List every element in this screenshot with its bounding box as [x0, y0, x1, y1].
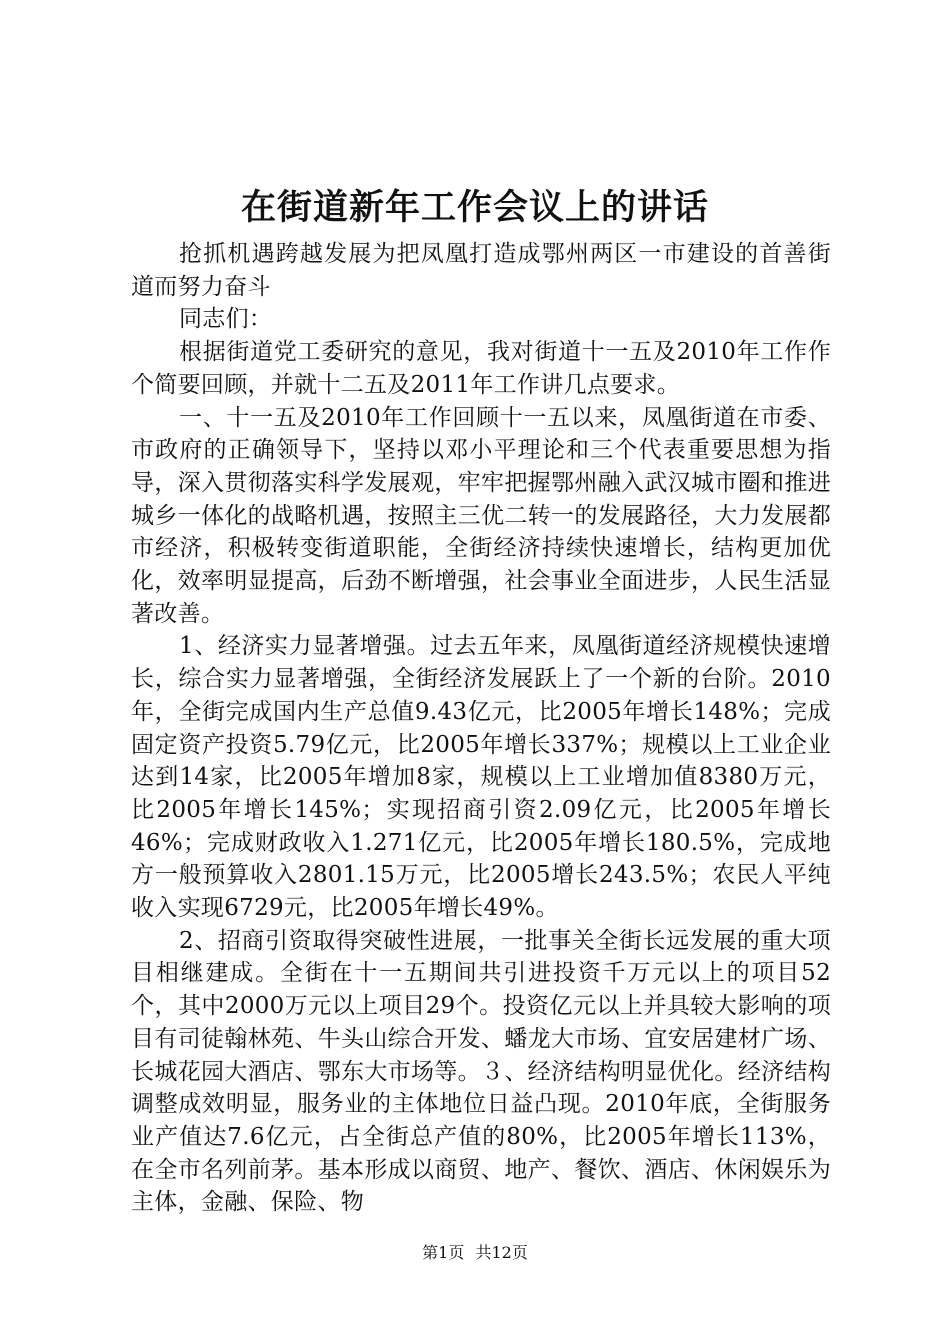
salutation-paragraph: 同志们：: [179, 306, 273, 333]
economy-paragraph: 1、经济实力显著增强。过去五年来，凤凰街道经济规模快速增长，综合实力显著增强，全街经济发展跃上了一个新的台阶。2010年，全街完成国内生产总值9.43亿元，比2005年增长148%；完成固定资产投资5.79亿元，比2005年增长337%；规模以上工业企业达到14家，比2005年增加8家，规模以上工业增加值8380万元，比2005年增长145%；实现招商引资2.09亿元，比2005年增长46%；完成财政收入1.271亿元，比2005年增长180.5%，完成地方一般预算收入2801.15万元，比2005增长243.5%；农民人平纯收入实现6729元，比2005年增长49%。: [131, 633, 831, 922]
page-number: 第1页: [422, 1243, 465, 1262]
subtitle-paragraph: 抢抓机遇跨越发展为把凤凰打造成鄂州两区一市建设的首善街道而努力奋斗: [131, 241, 831, 300]
investment-paragraph: 2、招商引资取得突破性进展，一批事关全街长远发展的重大项目相继建成。全街在十一五期间共引进投资千万元以上的项目52个，其中2000万元以上项目29个。投资亿元以上并具较大影响的项目有司徒翰林苑、牛头山综合开发、蟠龙大市场、宜安居建材广场、长城花园大酒店、鄂东大市场等。３、经济结构明显优化。经济结构调整成效明显，服务业的主体地位日益凸现。2010年底，全街服务业产值达7.6亿元，占全街总产值的80%，比2005年增长113%，在全市名列前茅。基本形成以商贸、地产、餐饮、酒店、休闲娱乐为主体，金融、保险、物: [131, 927, 831, 1216]
page-title: 在街道新年工作会议上的讲话: [240, 187, 709, 228]
intro-paragraph: 根据街道党工委研究的意见，我对街道十一五及2010年工作作个简要回顾，并就十二五及2011年工作讲几点要求。: [131, 339, 831, 398]
page-total: 共12页: [475, 1243, 528, 1262]
page-footer: [0, 1243, 950, 1263]
document-body: [131, 238, 831, 1219]
review-paragraph: 一、十一五及2010年工作回顾十一五以来，凤凰街道在市委、市政府的正确领导下，坚持以邓小平理论和三个代表重要思想为指导，深入贯彻落实科学发展观，牢牢把握鄂州融入武汉城市圈和推进城乡一体化的战略机遇，按照主三优二转一的发展路径，大力发展都市经济，积极转变街道职能，全街经济持续快速增长，结构更加优化，效率明显提高，后劲不断增强，社会事业全面进步，人民生活显著改善。: [131, 404, 831, 627]
